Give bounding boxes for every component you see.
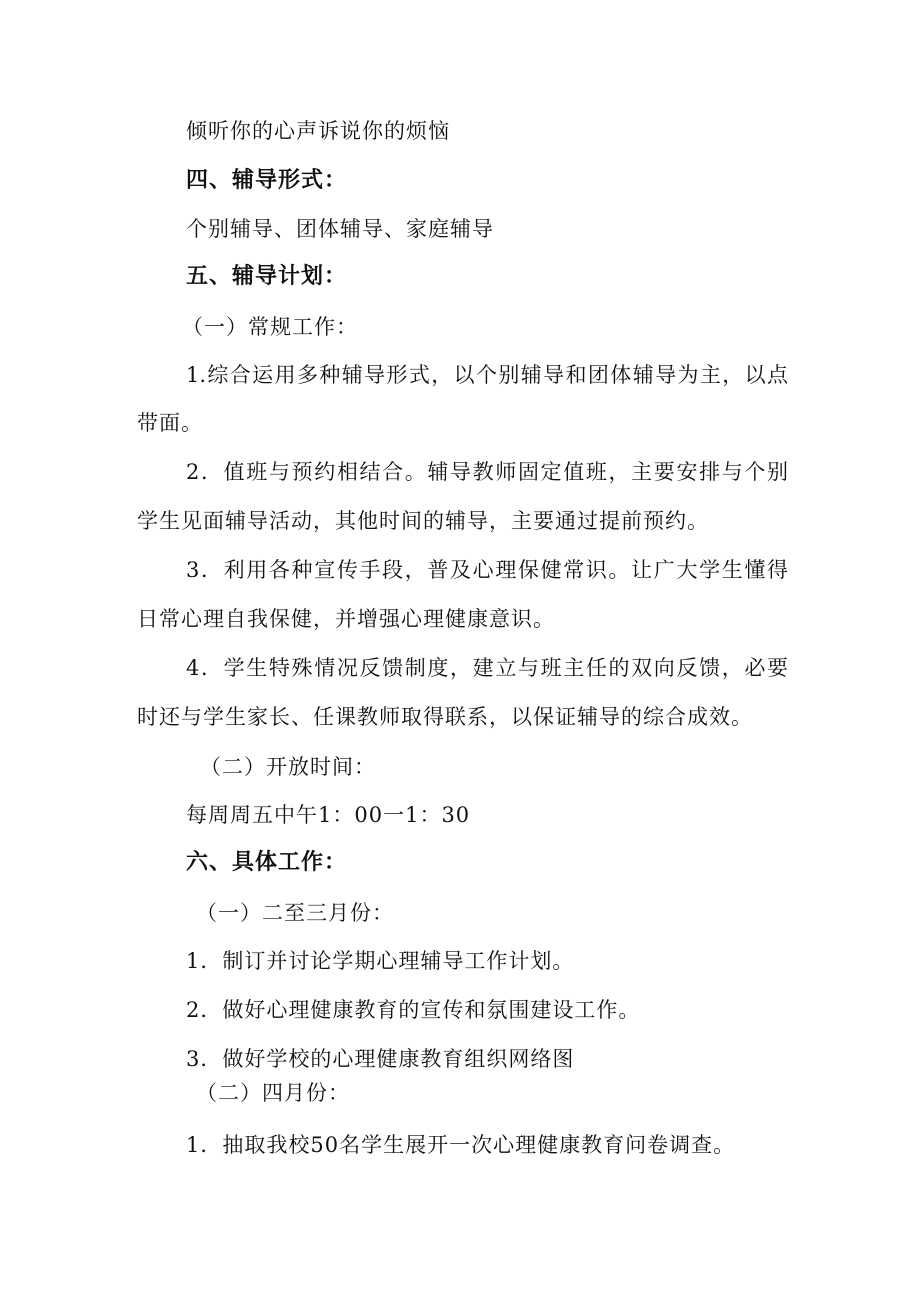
opening-time-text: 每周周五中午1：00一1：30 — [186, 803, 471, 827]
feb-march-item-3: 3．做好学校的心理健康教育组织网络图 — [186, 1047, 575, 1071]
subheading-april: （二）四月份： — [196, 1081, 350, 1105]
routine-item-4-line-1: 4．学生特殊情况反馈制度，建立与班主任的双向反馈，必要 — [186, 656, 788, 680]
feb-march-item-1: 1．制订并讨论学期心理辅导工作计划。 — [186, 949, 575, 973]
section-heading-specific-work: 六、具体工作： — [186, 850, 348, 875]
routine-item-4-line-2: 时还与学生家长、任课教师取得联系，以保证辅导的综合成效。 — [137, 705, 753, 729]
section-heading-counseling-plan: 五、辅导计划： — [186, 264, 348, 289]
section-heading-counseling-forms: 四、辅导形式： — [186, 168, 348, 193]
counseling-forms-text: 个别辅导、团体辅导、家庭辅导 — [186, 217, 494, 241]
routine-item-3-line-2: 日常心理自我保健，并增强心理健康意识。 — [137, 607, 555, 631]
subheading-routine-work: （一）常规工作： — [182, 315, 358, 339]
slogan-line: 倾听你的心声诉说你的烦恼 — [186, 119, 450, 143]
feb-march-item-2: 2．做好心理健康教育的宣传和氛围建设工作。 — [186, 998, 641, 1022]
routine-item-1-line-1: 1.综合运用多种辅导形式，以个别辅导和团体辅导为主，以点 — [186, 363, 788, 387]
subheading-feb-march: （一）二至三月份： — [196, 901, 394, 925]
april-item-1: 1．抽取我校50名学生展开一次心理健康教育问卷调查。 — [186, 1133, 736, 1157]
routine-item-3-line-1: 3．利用各种宣传手段，普及心理保健常识。让广大学生懂得 — [186, 558, 788, 582]
subheading-opening-time: （二）开放时间： — [200, 755, 376, 779]
routine-item-2-line-2: 学生见面辅导活动，其他时间的辅导，主要通过提前预约。 — [137, 509, 709, 533]
routine-item-1-line-2: 带面。 — [137, 411, 203, 435]
routine-item-2-line-1: 2．值班与预约相结合。辅导教师固定值班，主要安排与个别 — [186, 460, 788, 484]
